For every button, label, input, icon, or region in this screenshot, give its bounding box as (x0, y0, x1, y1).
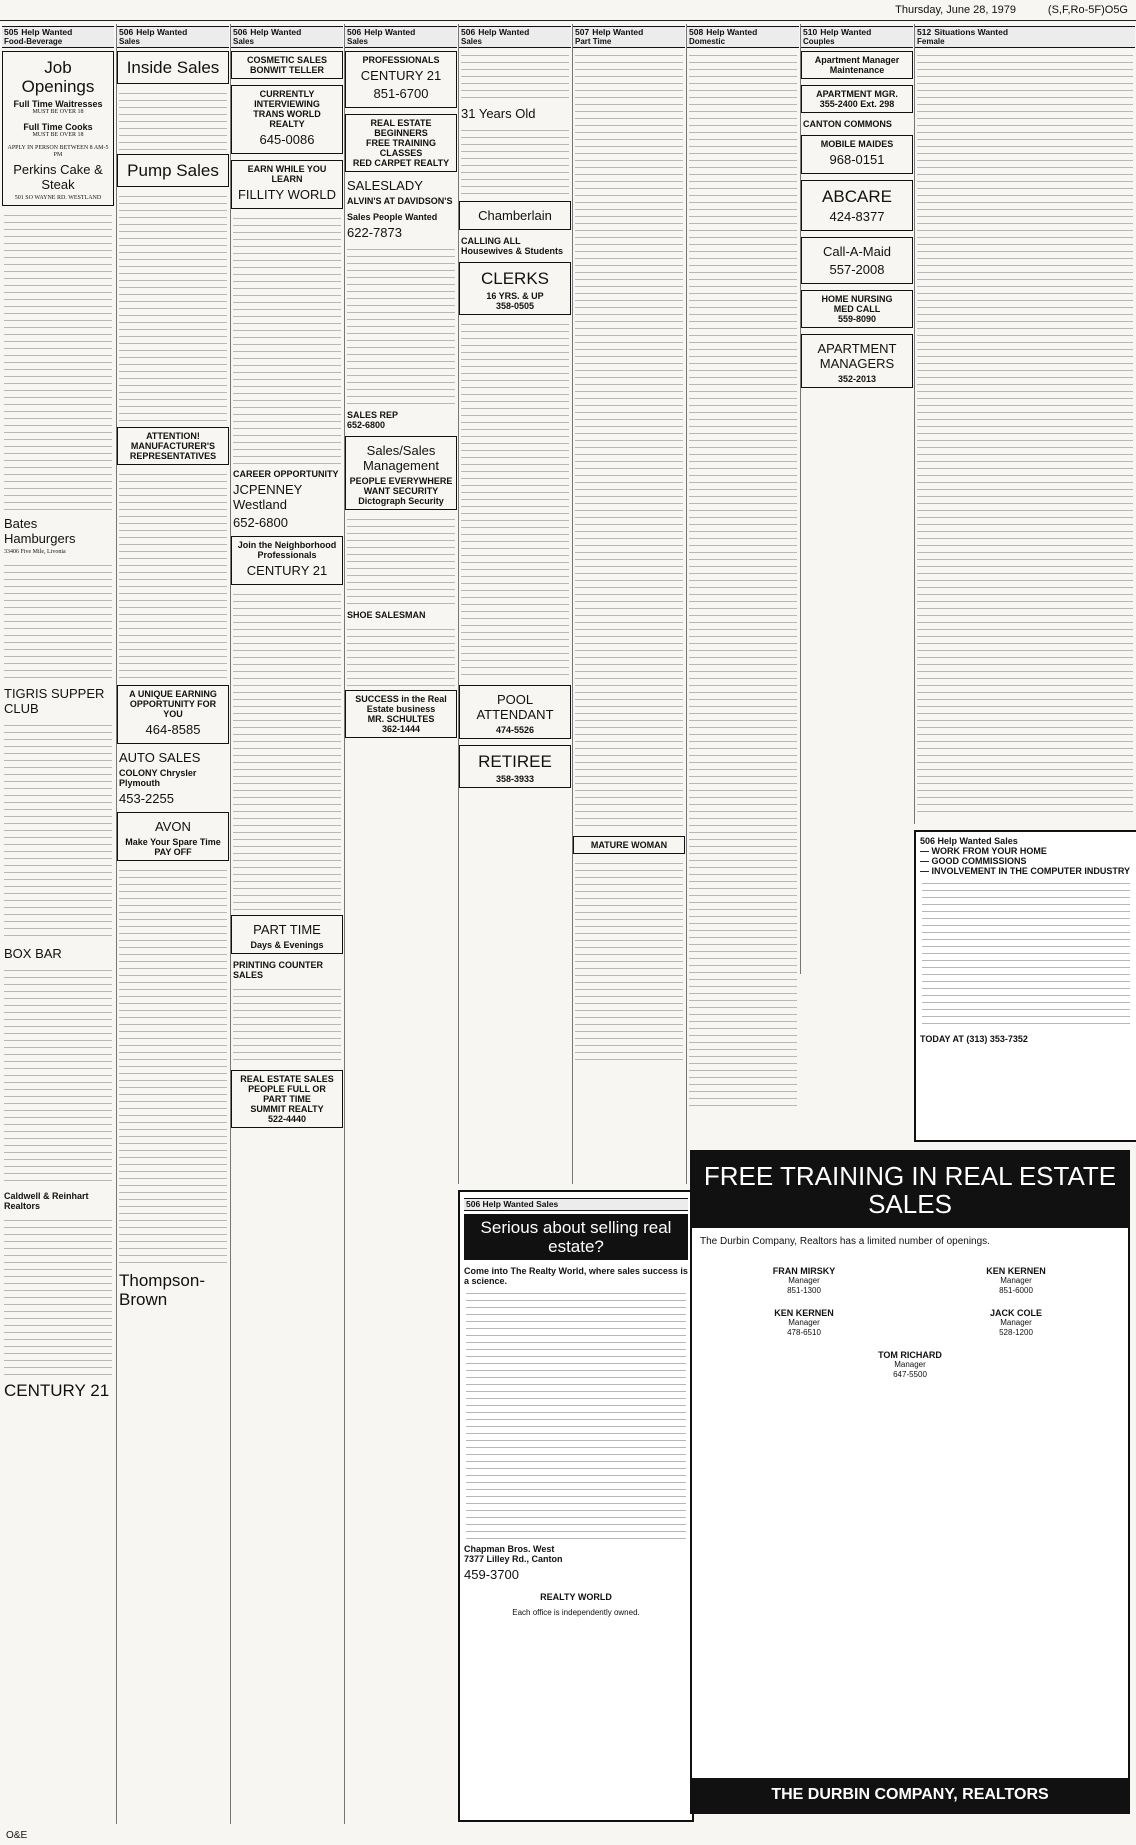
bates-ad: Bates Hamburgers 33406 Five Mile, Livonia (4, 516, 76, 555)
apartment-managers-ad: APARTMENT MANAGERS 352-2013 (801, 334, 913, 388)
classified-text (233, 215, 341, 465)
classified-text (233, 986, 341, 1066)
retiree-ad: RETIREE 358-3933 (459, 745, 571, 788)
section-header: 506 Help Wanted Sales (231, 26, 343, 48)
tigris-ad: TIGRIS SUPPER CLUB (4, 686, 105, 716)
durbin-bar: THE DURBIN COMPANY, REALTORS (692, 1778, 1128, 1812)
manager-2: KEN KERNEN Manager 851-6000 (986, 1266, 1046, 1295)
durbin-ad: FREE TRAINING IN REAL ESTATE SALES The Durbin Company, Realtors has a limited number of openings. FRAN MIRSKY Manager 851-1300 KEN KERNEN Manager 851-6000 KEN KERNEN Manager 478-6510 JACK COLE Manager 528-1200 TOM RICHARD Manager 647-5500 THE DURBIN COMPANY, REALTORS (690, 1150, 1130, 1814)
section-header: 510 Help Wanted Couples (801, 26, 913, 48)
pump-sales-ad: Pump Sales (117, 154, 229, 187)
auto-sales-ad: AUTO SALES COLONY Chrysler Plymouth 453-2255 (119, 750, 201, 806)
classified-text (575, 860, 683, 1060)
classified-text (4, 967, 112, 1187)
column-9 (914, 24, 1135, 824)
computer-industry-ad: 506 Help Wanted Sales — WORK FROM YOUR HOME — GOOD COMMISSIONS — INVOLVEMENT IN THE COMPUTER INDUSTRY TODAY AT (313) 353-7352 (914, 830, 1136, 1142)
boxbar-ad: BOX BAR (4, 946, 62, 961)
column-5 (458, 24, 571, 1184)
classified-text (119, 471, 227, 681)
section-header: 512 Situations Wanted Female (915, 26, 1135, 48)
call-a-maid-ad: Call-A-Maid 557-2008 (801, 237, 913, 284)
classified-text (461, 127, 569, 197)
masthead (0, 0, 1136, 21)
classified-text (119, 90, 227, 150)
ad-headline: Job Openings (21, 58, 95, 96)
saleslady-ad: SALESLADY ALVIN'S AT DAVIDSON'S (347, 178, 453, 206)
printing-ad: PRINTING COUNTER SALES (233, 960, 323, 980)
column-3 (230, 24, 343, 1824)
edition-code: (S,F,Ro-5F)O5G (1047, 4, 1128, 16)
trans-world-ad: CURRENTLY INTERVIEWING TRANS WORLD REALTY 645-0086 (231, 85, 343, 154)
section-header: 506 Help Wanted Sales (345, 26, 457, 48)
classified-text (4, 1217, 112, 1377)
manager-4: JACK COLE Manager 528-1200 (989, 1308, 1042, 1337)
column-2 (116, 24, 229, 1824)
years-ad: 31 Years Old (461, 106, 536, 121)
classified-text (233, 591, 341, 911)
section-header: 506 Help Wanted Sales (117, 26, 229, 48)
section-header: 507 Help Wanted Part Time (573, 26, 685, 48)
fillity-ad: EARN WHILE YOU LEARN FILLITY WORLD (231, 160, 343, 209)
home-nursing-ad: HOME NURSING MED CALL 559-8090 (801, 290, 913, 328)
realty-world-ad: 506 Help Wanted Sales Serious about selling real estate? Come into The Realty World, where sales success is a science. Chapman Bros. West 7377 Lilley Rd., Canton 459-3700 REALTY WORLD Each office is independently owned. (458, 1190, 694, 1822)
apartment-maintenance-ad: Apartment Manager Maintenance (801, 51, 913, 79)
durbin-headline: FREE TRAINING IN REAL ESTATE SALES (692, 1152, 1128, 1228)
opportunity-ad: A UNIQUE EARNING OPPORTUNITY FOR YOU 464-8585 (117, 685, 229, 744)
avon-ad: AVON Make Your Spare Time PAY OFF (117, 812, 229, 861)
shoe-ad: SHOE SALESMAN (347, 610, 426, 620)
canton-ad: CANTON COMMONS (803, 119, 892, 129)
classified-text (4, 212, 112, 512)
classified-text (119, 867, 227, 1267)
classified-text (461, 52, 569, 102)
perkins-ad: Job Openings Full Time Waitresses MUST BE OVER 18 Full Time Cooks MUST BE OVER 18 APPLY IN PERSON BETWEEN 8 AM-5 PM Perkins Cake & Steak 501 SO WAYNE RD. WESTLAND (2, 51, 114, 206)
inside-sales-ad: Inside Sales (117, 51, 229, 84)
classified-text (917, 52, 1133, 812)
dictograph-ad: Sales/Sales Management PEOPLE EVERYWHERE WANT SECURITY Dictograph Security (345, 436, 457, 510)
sales-rep-ad: SALES REP 652-6800 (347, 410, 399, 430)
century21-ad: CENTURY 21 (4, 1381, 110, 1400)
manager-3: KEN KERNEN Manager 478-6510 (774, 1308, 834, 1337)
classified-text (461, 321, 569, 681)
summit-ad: REAL ESTATE SALES PEOPLE FULL OR PART TIME SUMMIT REALTY 522-4440 (231, 1070, 343, 1128)
issue-date: Thursday, June 28, 1979 (895, 4, 1016, 16)
column-4 (344, 24, 457, 1824)
success-ad: SUCCESS in the Real Estate business MR. SCHULTES 362-1444 (345, 690, 457, 738)
abcare-ad: ABCARE 424-8377 (801, 180, 913, 231)
mature-woman-ad: MATURE WOMAN (573, 836, 685, 854)
calling-ad: CALLING ALL Housewives & Students (461, 236, 564, 256)
professionals-ad: PROFESSIONALS CENTURY 21 851-6700 (345, 51, 457, 108)
apartment-mgr-ad: APARTMENT MGR. 355-2400 Ext. 298 (801, 85, 913, 113)
attention-ad: ATTENTION! MANUFACTURER'S REPRESENTATIVES (117, 427, 229, 465)
column-6 (572, 24, 685, 1184)
part-time-ad: PART TIME Days & Evenings (231, 915, 343, 954)
column-7 (686, 24, 799, 1184)
classified-text (4, 562, 112, 682)
chamberlain-ad: Chamberlain (459, 201, 571, 230)
manager-1: FRAN MIRSKY Manager 851-1300 (772, 1266, 836, 1295)
column-1 (2, 24, 114, 1824)
thompson-brown-ad: Thompson-Brown (119, 1271, 205, 1309)
beginners-ad: REAL ESTATE BEGINNERS FREE TRAINING CLASSES RED CARPET REALTY (345, 114, 457, 172)
century21-neighborhood-ad: Join the Neighborhood Professionals CENTURY 21 (231, 536, 343, 585)
classified-text (4, 722, 112, 942)
column-8 (800, 24, 913, 974)
caldwell-ad: Caldwell & Reinhart Realtors (4, 1191, 89, 1211)
jcpenney-ad: CAREER OPPORTUNITY JCPENNEY Westland 652-6800 (233, 469, 339, 530)
section-header: 505 Help Wanted Food-Beverage (2, 26, 114, 48)
page-footer: O&E (6, 1830, 28, 1841)
section-header: 508 Help Wanted Domestic (687, 26, 799, 48)
mobile-maides-ad: MOBILE MAIDES 968-0151 (801, 135, 913, 174)
classified-text (347, 626, 455, 686)
classified-text (575, 52, 683, 832)
sales-people-ad: Sales People Wanted 622-7873 (347, 212, 438, 240)
section-header: 506 Help Wanted Sales (459, 26, 571, 48)
clerks-ad: CLERKS 16 YRS. & UP 358-0505 (459, 262, 571, 315)
classified-text (347, 516, 455, 606)
pool-attendant-ad: POOL ATTENDANT 474-5526 (459, 685, 571, 739)
classified-text (689, 52, 797, 1112)
cosmetic-ad: COSMETIC SALES BONWIT TELLER (231, 51, 343, 79)
classified-text (119, 193, 227, 423)
classified-text (347, 246, 455, 406)
manager-5: TOM RICHARD Manager 647-5500 (878, 1350, 942, 1379)
